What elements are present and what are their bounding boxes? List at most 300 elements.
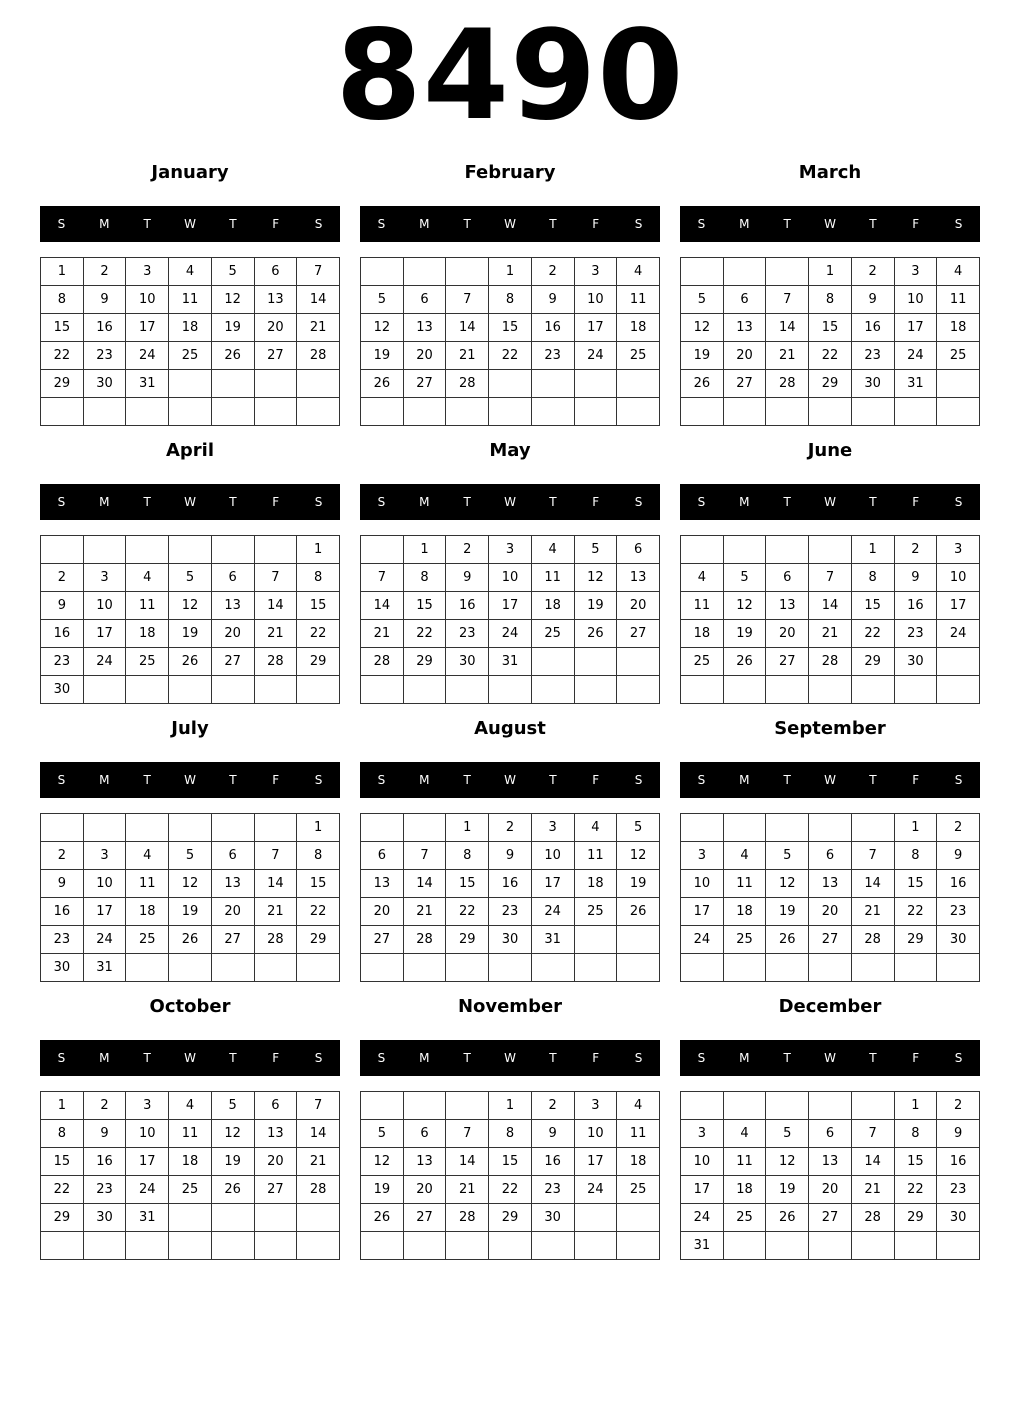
day-cell: 30 — [937, 1204, 980, 1232]
empty-cell — [574, 1232, 617, 1260]
empty-cell — [574, 926, 617, 954]
day-cell: 5 — [574, 536, 617, 564]
day-cell: 24 — [894, 342, 937, 370]
day-cell: 5 — [361, 1120, 404, 1148]
day-cell: 24 — [681, 926, 724, 954]
day-cell: 24 — [574, 342, 617, 370]
empty-cell — [574, 648, 617, 676]
day-cell: 16 — [937, 1148, 980, 1176]
empty-cell — [489, 398, 532, 426]
empty-cell — [403, 954, 446, 982]
empty-cell — [361, 536, 404, 564]
day-cell: 9 — [489, 842, 532, 870]
day-cell: 19 — [211, 1148, 254, 1176]
day-cell: 18 — [723, 898, 766, 926]
day-cell: 19 — [361, 342, 404, 370]
day-cell: 26 — [766, 926, 809, 954]
day-cell: 5 — [169, 564, 212, 592]
empty-cell — [211, 676, 254, 704]
day-cell: 22 — [297, 898, 340, 926]
day-cell: 20 — [361, 898, 404, 926]
empty-cell — [531, 1232, 574, 1260]
day-cell: 4 — [531, 536, 574, 564]
day-cell: 27 — [254, 342, 297, 370]
weekday-label: T — [549, 773, 557, 787]
day-cell: 20 — [766, 620, 809, 648]
weekday-label: T — [549, 495, 557, 509]
day-cell: 7 — [809, 564, 852, 592]
day-cell: 11 — [531, 564, 574, 592]
empty-cell — [126, 676, 169, 704]
day-cell: 28 — [851, 926, 894, 954]
empty-cell — [169, 370, 212, 398]
weekday-label: T — [143, 217, 151, 231]
empty-cell — [254, 676, 297, 704]
day-cell: 28 — [446, 1204, 489, 1232]
weekday-header — [680, 206, 980, 242]
day-cell: 7 — [851, 842, 894, 870]
day-cell: 7 — [254, 842, 297, 870]
day-cell: 3 — [574, 1092, 617, 1120]
day-cell: 5 — [617, 814, 660, 842]
empty-cell — [937, 370, 980, 398]
day-cell: 10 — [83, 592, 126, 620]
day-cell: 17 — [83, 898, 126, 926]
day-cell: 8 — [851, 564, 894, 592]
day-cell: 27 — [617, 620, 660, 648]
weekday-label: F — [272, 217, 280, 231]
day-grid — [360, 1091, 660, 1260]
day-cell: 23 — [489, 898, 532, 926]
empty-cell — [361, 258, 404, 286]
day-cell: 10 — [126, 286, 169, 314]
day-cell: 30 — [446, 648, 489, 676]
day-cell: 12 — [766, 1148, 809, 1176]
weekday-label: F — [912, 773, 920, 787]
day-cell: 18 — [126, 898, 169, 926]
empty-cell — [723, 1092, 766, 1120]
day-cell: 8 — [41, 1120, 84, 1148]
day-cell: 25 — [723, 926, 766, 954]
day-cell: 18 — [531, 592, 574, 620]
day-cell: 11 — [169, 286, 212, 314]
day-cell: 14 — [851, 1148, 894, 1176]
weekday-label: T — [463, 1051, 471, 1065]
empty-cell — [211, 954, 254, 982]
weekday-label: T — [869, 495, 877, 509]
day-cell: 27 — [809, 1204, 852, 1232]
weekday-label: S — [314, 217, 323, 231]
empty-cell — [403, 258, 446, 286]
empty-cell — [361, 676, 404, 704]
weekday-label: T — [783, 1051, 791, 1065]
year-title: 8490 — [335, 4, 685, 148]
day-grid — [680, 257, 980, 426]
empty-cell — [809, 398, 852, 426]
day-cell: 20 — [254, 314, 297, 342]
empty-cell — [169, 954, 212, 982]
empty-cell — [361, 814, 404, 842]
month-name: October — [149, 996, 231, 1017]
day-cell: 21 — [254, 898, 297, 926]
weekday-label: M — [739, 495, 750, 509]
day-cell: 2 — [83, 258, 126, 286]
weekday-label: W — [184, 1051, 196, 1065]
empty-cell — [403, 814, 446, 842]
day-cell: 29 — [403, 648, 446, 676]
day-cell: 2 — [937, 814, 980, 842]
weekday-label: T — [229, 1051, 237, 1065]
weekday-label: T — [869, 217, 877, 231]
day-cell: 13 — [254, 1120, 297, 1148]
empty-cell — [297, 954, 340, 982]
weekday-label: T — [229, 773, 237, 787]
empty-cell — [361, 1232, 404, 1260]
empty-cell — [297, 676, 340, 704]
day-cell: 5 — [169, 842, 212, 870]
day-cell: 23 — [41, 648, 84, 676]
day-cell: 15 — [851, 592, 894, 620]
day-cell: 7 — [297, 258, 340, 286]
day-cell: 28 — [766, 370, 809, 398]
day-cell: 17 — [681, 898, 724, 926]
day-cell: 9 — [937, 1120, 980, 1148]
day-cell: 15 — [894, 870, 937, 898]
empty-cell — [851, 1092, 894, 1120]
day-cell: 16 — [489, 870, 532, 898]
day-cell: 5 — [766, 842, 809, 870]
day-cell: 5 — [361, 286, 404, 314]
month-name: June — [807, 440, 853, 461]
weekday-label: S — [57, 773, 66, 787]
weekday-label: S — [377, 495, 386, 509]
day-cell: 23 — [531, 1176, 574, 1204]
day-cell: 2 — [937, 1092, 980, 1120]
day-cell: 11 — [937, 286, 980, 314]
month-name: December — [778, 996, 882, 1017]
day-cell: 1 — [489, 1092, 532, 1120]
day-cell: 9 — [937, 842, 980, 870]
day-grid — [40, 257, 340, 426]
day-cell: 23 — [446, 620, 489, 648]
day-cell: 18 — [574, 870, 617, 898]
weekday-label: F — [912, 1051, 920, 1065]
day-cell: 17 — [574, 314, 617, 342]
day-cell: 27 — [211, 648, 254, 676]
day-cell: 26 — [574, 620, 617, 648]
day-cell: 6 — [766, 564, 809, 592]
day-cell: 16 — [83, 314, 126, 342]
empty-cell — [617, 954, 660, 982]
day-cell: 15 — [297, 870, 340, 898]
day-cell: 21 — [851, 898, 894, 926]
day-cell: 15 — [446, 870, 489, 898]
empty-cell — [169, 1204, 212, 1232]
day-cell: 14 — [254, 870, 297, 898]
day-cell: 31 — [126, 370, 169, 398]
day-cell: 8 — [297, 564, 340, 592]
day-cell: 23 — [937, 1176, 980, 1204]
day-cell: 3 — [126, 1092, 169, 1120]
empty-cell — [574, 370, 617, 398]
day-cell: 25 — [574, 898, 617, 926]
empty-cell — [617, 370, 660, 398]
day-cell: 8 — [41, 286, 84, 314]
month-name: January — [151, 162, 229, 183]
day-cell: 1 — [403, 536, 446, 564]
day-cell: 4 — [126, 842, 169, 870]
day-cell: 3 — [937, 536, 980, 564]
weekday-label: T — [143, 1051, 151, 1065]
day-cell: 4 — [723, 1120, 766, 1148]
month-name: September — [774, 718, 886, 739]
weekday-label: M — [419, 495, 430, 509]
day-cell: 9 — [41, 870, 84, 898]
day-cell: 20 — [809, 1176, 852, 1204]
empty-cell — [617, 676, 660, 704]
weekday-header — [360, 762, 660, 798]
day-cell: 7 — [297, 1092, 340, 1120]
weekday-label: T — [549, 217, 557, 231]
day-cell: 25 — [937, 342, 980, 370]
weekday-header — [360, 1040, 660, 1076]
day-cell: 27 — [809, 926, 852, 954]
day-cell: 22 — [446, 898, 489, 926]
day-cell: 5 — [211, 258, 254, 286]
day-cell: 29 — [851, 648, 894, 676]
day-cell: 20 — [403, 1176, 446, 1204]
weekday-label: T — [783, 773, 791, 787]
day-cell: 18 — [126, 620, 169, 648]
day-cell: 26 — [681, 370, 724, 398]
day-cell: 28 — [446, 370, 489, 398]
day-cell: 7 — [766, 286, 809, 314]
empty-cell — [681, 954, 724, 982]
day-cell: 31 — [531, 926, 574, 954]
day-cell: 7 — [403, 842, 446, 870]
day-cell: 19 — [681, 342, 724, 370]
day-cell: 17 — [83, 620, 126, 648]
day-cell: 6 — [809, 1120, 852, 1148]
weekday-label: S — [697, 217, 706, 231]
day-cell: 17 — [126, 1148, 169, 1176]
day-cell: 9 — [851, 286, 894, 314]
weekday-header — [40, 206, 340, 242]
empty-cell — [211, 1204, 254, 1232]
empty-cell — [169, 814, 212, 842]
empty-cell — [617, 398, 660, 426]
empty-cell — [574, 954, 617, 982]
empty-cell — [894, 676, 937, 704]
empty-cell — [766, 954, 809, 982]
day-cell: 31 — [83, 954, 126, 982]
weekday-header — [40, 762, 340, 798]
empty-cell — [446, 676, 489, 704]
weekday-header — [40, 484, 340, 520]
day-cell: 14 — [403, 870, 446, 898]
day-cell: 15 — [489, 314, 532, 342]
weekday-label: F — [272, 1051, 280, 1065]
empty-cell — [489, 370, 532, 398]
day-cell: 18 — [681, 620, 724, 648]
empty-cell — [766, 536, 809, 564]
weekday-label: S — [954, 217, 963, 231]
day-cell: 29 — [809, 370, 852, 398]
day-cell: 28 — [297, 342, 340, 370]
day-cell: 9 — [83, 1120, 126, 1148]
day-cell: 18 — [723, 1176, 766, 1204]
day-cell: 8 — [489, 286, 532, 314]
day-cell: 30 — [531, 1204, 574, 1232]
day-cell: 16 — [851, 314, 894, 342]
day-cell: 22 — [41, 342, 84, 370]
weekday-label: S — [314, 1051, 323, 1065]
day-cell: 8 — [446, 842, 489, 870]
weekday-label: S — [57, 495, 66, 509]
weekday-label: F — [912, 495, 920, 509]
empty-cell — [254, 398, 297, 426]
day-cell: 8 — [403, 564, 446, 592]
weekday-label: S — [57, 1051, 66, 1065]
weekday-label: M — [419, 1051, 430, 1065]
day-cell: 9 — [83, 286, 126, 314]
empty-cell — [211, 370, 254, 398]
empty-cell — [723, 398, 766, 426]
day-cell: 19 — [766, 1176, 809, 1204]
day-cell: 12 — [617, 842, 660, 870]
day-cell: 11 — [617, 1120, 660, 1148]
day-cell: 4 — [126, 564, 169, 592]
day-cell: 9 — [894, 564, 937, 592]
day-cell: 12 — [169, 870, 212, 898]
day-cell: 2 — [41, 842, 84, 870]
day-cell: 20 — [211, 620, 254, 648]
weekday-label: S — [697, 495, 706, 509]
empty-cell — [297, 370, 340, 398]
day-cell: 2 — [894, 536, 937, 564]
day-cell: 8 — [297, 842, 340, 870]
weekday-label: S — [314, 773, 323, 787]
weekday-label: T — [463, 217, 471, 231]
day-cell: 10 — [894, 286, 937, 314]
empty-cell — [681, 258, 724, 286]
empty-cell — [723, 954, 766, 982]
weekday-label: W — [184, 773, 196, 787]
day-cell: 3 — [681, 842, 724, 870]
day-cell: 15 — [894, 1148, 937, 1176]
day-cell: 23 — [83, 342, 126, 370]
day-cell: 24 — [574, 1176, 617, 1204]
empty-cell — [617, 1232, 660, 1260]
empty-cell — [489, 676, 532, 704]
weekday-label: W — [824, 773, 836, 787]
day-cell: 1 — [894, 814, 937, 842]
day-cell: 3 — [126, 258, 169, 286]
day-cell: 30 — [41, 676, 84, 704]
weekday-label: S — [314, 495, 323, 509]
empty-cell — [254, 954, 297, 982]
empty-cell — [851, 954, 894, 982]
day-cell: 1 — [41, 1092, 84, 1120]
day-cell: 17 — [126, 314, 169, 342]
day-cell: 9 — [446, 564, 489, 592]
empty-cell — [41, 536, 84, 564]
empty-cell — [681, 814, 724, 842]
day-cell: 3 — [574, 258, 617, 286]
weekday-label: S — [634, 217, 643, 231]
empty-cell — [766, 1092, 809, 1120]
day-cell: 20 — [211, 898, 254, 926]
day-cell: 6 — [254, 258, 297, 286]
day-cell: 12 — [211, 286, 254, 314]
weekday-label: W — [184, 217, 196, 231]
weekday-header — [680, 484, 980, 520]
empty-cell — [766, 1232, 809, 1260]
weekday-label: S — [634, 495, 643, 509]
empty-cell — [894, 398, 937, 426]
day-cell: 10 — [126, 1120, 169, 1148]
empty-cell — [723, 536, 766, 564]
day-cell: 2 — [83, 1092, 126, 1120]
weekday-label: W — [504, 773, 516, 787]
empty-cell — [169, 398, 212, 426]
day-cell: 29 — [297, 926, 340, 954]
day-cell: 30 — [41, 954, 84, 982]
day-cell: 1 — [41, 258, 84, 286]
month-name: August — [474, 718, 546, 739]
day-cell: 11 — [681, 592, 724, 620]
day-cell: 13 — [809, 870, 852, 898]
day-cell: 27 — [766, 648, 809, 676]
day-grid — [680, 535, 980, 704]
day-cell: 23 — [851, 342, 894, 370]
day-cell: 25 — [169, 1176, 212, 1204]
empty-cell — [574, 676, 617, 704]
day-cell: 30 — [851, 370, 894, 398]
weekday-header — [680, 1040, 980, 1076]
day-cell: 31 — [126, 1204, 169, 1232]
day-cell: 23 — [83, 1176, 126, 1204]
day-cell: 12 — [211, 1120, 254, 1148]
day-cell: 2 — [851, 258, 894, 286]
day-cell: 10 — [937, 564, 980, 592]
empty-cell — [126, 814, 169, 842]
day-cell: 19 — [766, 898, 809, 926]
day-grid — [40, 535, 340, 704]
empty-cell — [211, 536, 254, 564]
month-name: March — [798, 162, 862, 183]
empty-cell — [809, 676, 852, 704]
day-cell: 18 — [617, 314, 660, 342]
day-cell: 21 — [809, 620, 852, 648]
empty-cell — [446, 1092, 489, 1120]
day-cell: 28 — [361, 648, 404, 676]
day-cell: 3 — [489, 536, 532, 564]
weekday-label: M — [739, 773, 750, 787]
weekday-label: M — [739, 1051, 750, 1065]
day-cell: 27 — [361, 926, 404, 954]
day-cell: 31 — [681, 1232, 724, 1260]
day-cell: 13 — [809, 1148, 852, 1176]
weekday-label: M — [739, 217, 750, 231]
day-cell: 11 — [617, 286, 660, 314]
day-cell: 3 — [83, 564, 126, 592]
day-cell: 21 — [361, 620, 404, 648]
empty-cell — [83, 814, 126, 842]
day-cell: 3 — [681, 1120, 724, 1148]
weekday-label: M — [99, 217, 110, 231]
day-cell: 7 — [446, 286, 489, 314]
